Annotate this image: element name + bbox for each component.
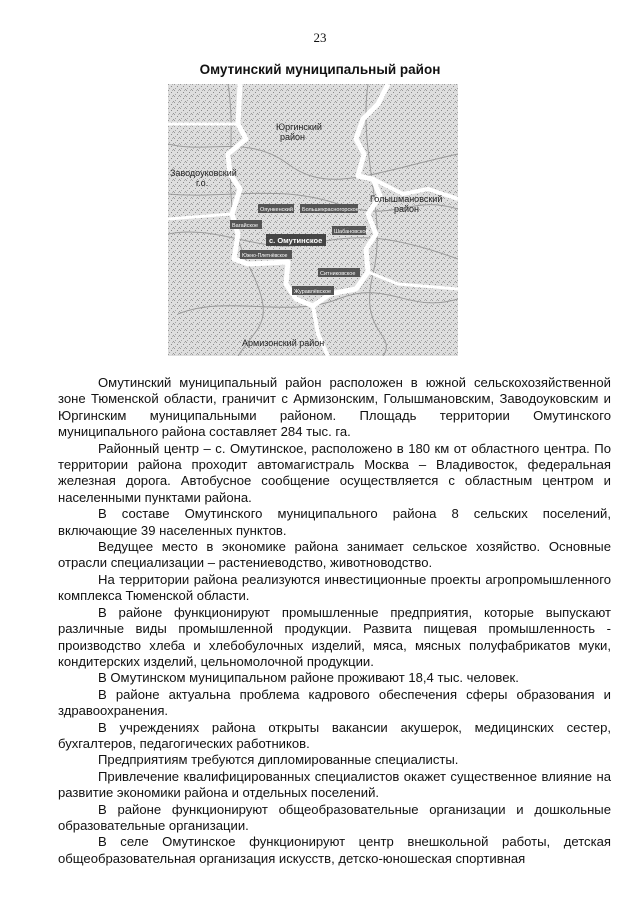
- paragraph: В учреждениях района открыты вакансии акушерок, медицинских сестер, бухгалтеров, педагогических работников.: [58, 719, 611, 751]
- settlement-s7: Журавлёвское: [294, 289, 332, 295]
- paragraph: На территории района реализуются инвестиционные проекты агропромышленного комплекса Тюменской области.: [58, 571, 611, 604]
- paragraph: Привлечение квалифицированных специалистов окажет существенное влияние на развитие экономики района и отдельных поселений.: [58, 768, 611, 801]
- settlement-s6: Ситниковское: [320, 271, 356, 277]
- paragraph: В составе Омутинского муниципального района 8 сельских поселений, включающие 39 населенных пунктов.: [58, 506, 611, 538]
- label-zavodoukovsk-2: г.о.: [196, 178, 209, 188]
- label-golyshmanovsky-1: Голышмановский: [370, 194, 443, 204]
- paragraph: Районный центр – с. Омутинское, расположено в 180 км от областного центра. По территории района проходит автомагистраль Москва – Владивосток, федеральная железная дорога. Автобусное сообщение осуществляется с областным центром и населенными пунктами района.: [58, 440, 611, 505]
- paragraph: В районе функционируют общеобразовательные организации и дошкольные образовательные организации.: [58, 801, 611, 833]
- paragraph: В районе функционируют промышленные предприятия, которые выпускают различные виды промышленной продукции. Развита пищевая промышленность - производство хлеба и хлебобулочных изделий, мяса, мясных полуфабрикатов муки, кондитерских изделий, цельномолочной продукции.: [58, 604, 611, 669]
- settlement-s4: Шабановское: [334, 229, 369, 235]
- district-map: [168, 84, 458, 356]
- settlement-s5: Южно-Плетнёвское: [242, 253, 288, 259]
- label-golyshmanovsky-2: район: [394, 204, 420, 214]
- paragraph: Предприятиям требуются дипломированные специалисты.: [98, 752, 459, 768]
- label-zavodoukovsk-1: Заводоуковский: [170, 168, 237, 178]
- settlement-s3: Вагайское: [232, 223, 259, 229]
- settlement-center: с. Омутинское: [269, 236, 323, 245]
- body-text: [58, 375, 611, 867]
- settlement-s1: Ояункенский: [260, 207, 293, 213]
- paragraph: Ведущее место в экономике района занимает сельское хозяйство. Основные отрасли специализации – растениеводство, животноводство.: [58, 539, 611, 571]
- settlement-s2: Большекрасногорское: [302, 207, 359, 213]
- paragraph: Омутинский муниципальный район расположен в южной сельскохозяйственной зоне Тюменской области, граничит с Армизонским, Голышмановским, Заводоуковским и Юргинским муниципальными районом. Площадь территории Омутинского муниципального района составляет 284 тыс. га.: [58, 375, 611, 440]
- page-title: Омутинский муниципальный район: [199, 62, 441, 77]
- paragraph: В Омутинском муниципальном районе проживают 18,4 тыс. человек.: [98, 670, 519, 686]
- page-number: 23: [313, 30, 327, 45]
- paragraph: В районе актуальна проблема кадрового обеспечения сферы образования и здравоохранения.: [58, 686, 611, 719]
- label-yurginsky-1: Юргинский: [276, 122, 322, 132]
- label-yurginsky-2: район: [280, 132, 306, 142]
- paragraph: В селе Омутинское функционируют центр внешкольной работы, детская общеобразовательная организация искусств, детско-юношеская спортивная: [58, 834, 611, 866]
- label-armizonsky: Армизонский район: [242, 338, 325, 348]
